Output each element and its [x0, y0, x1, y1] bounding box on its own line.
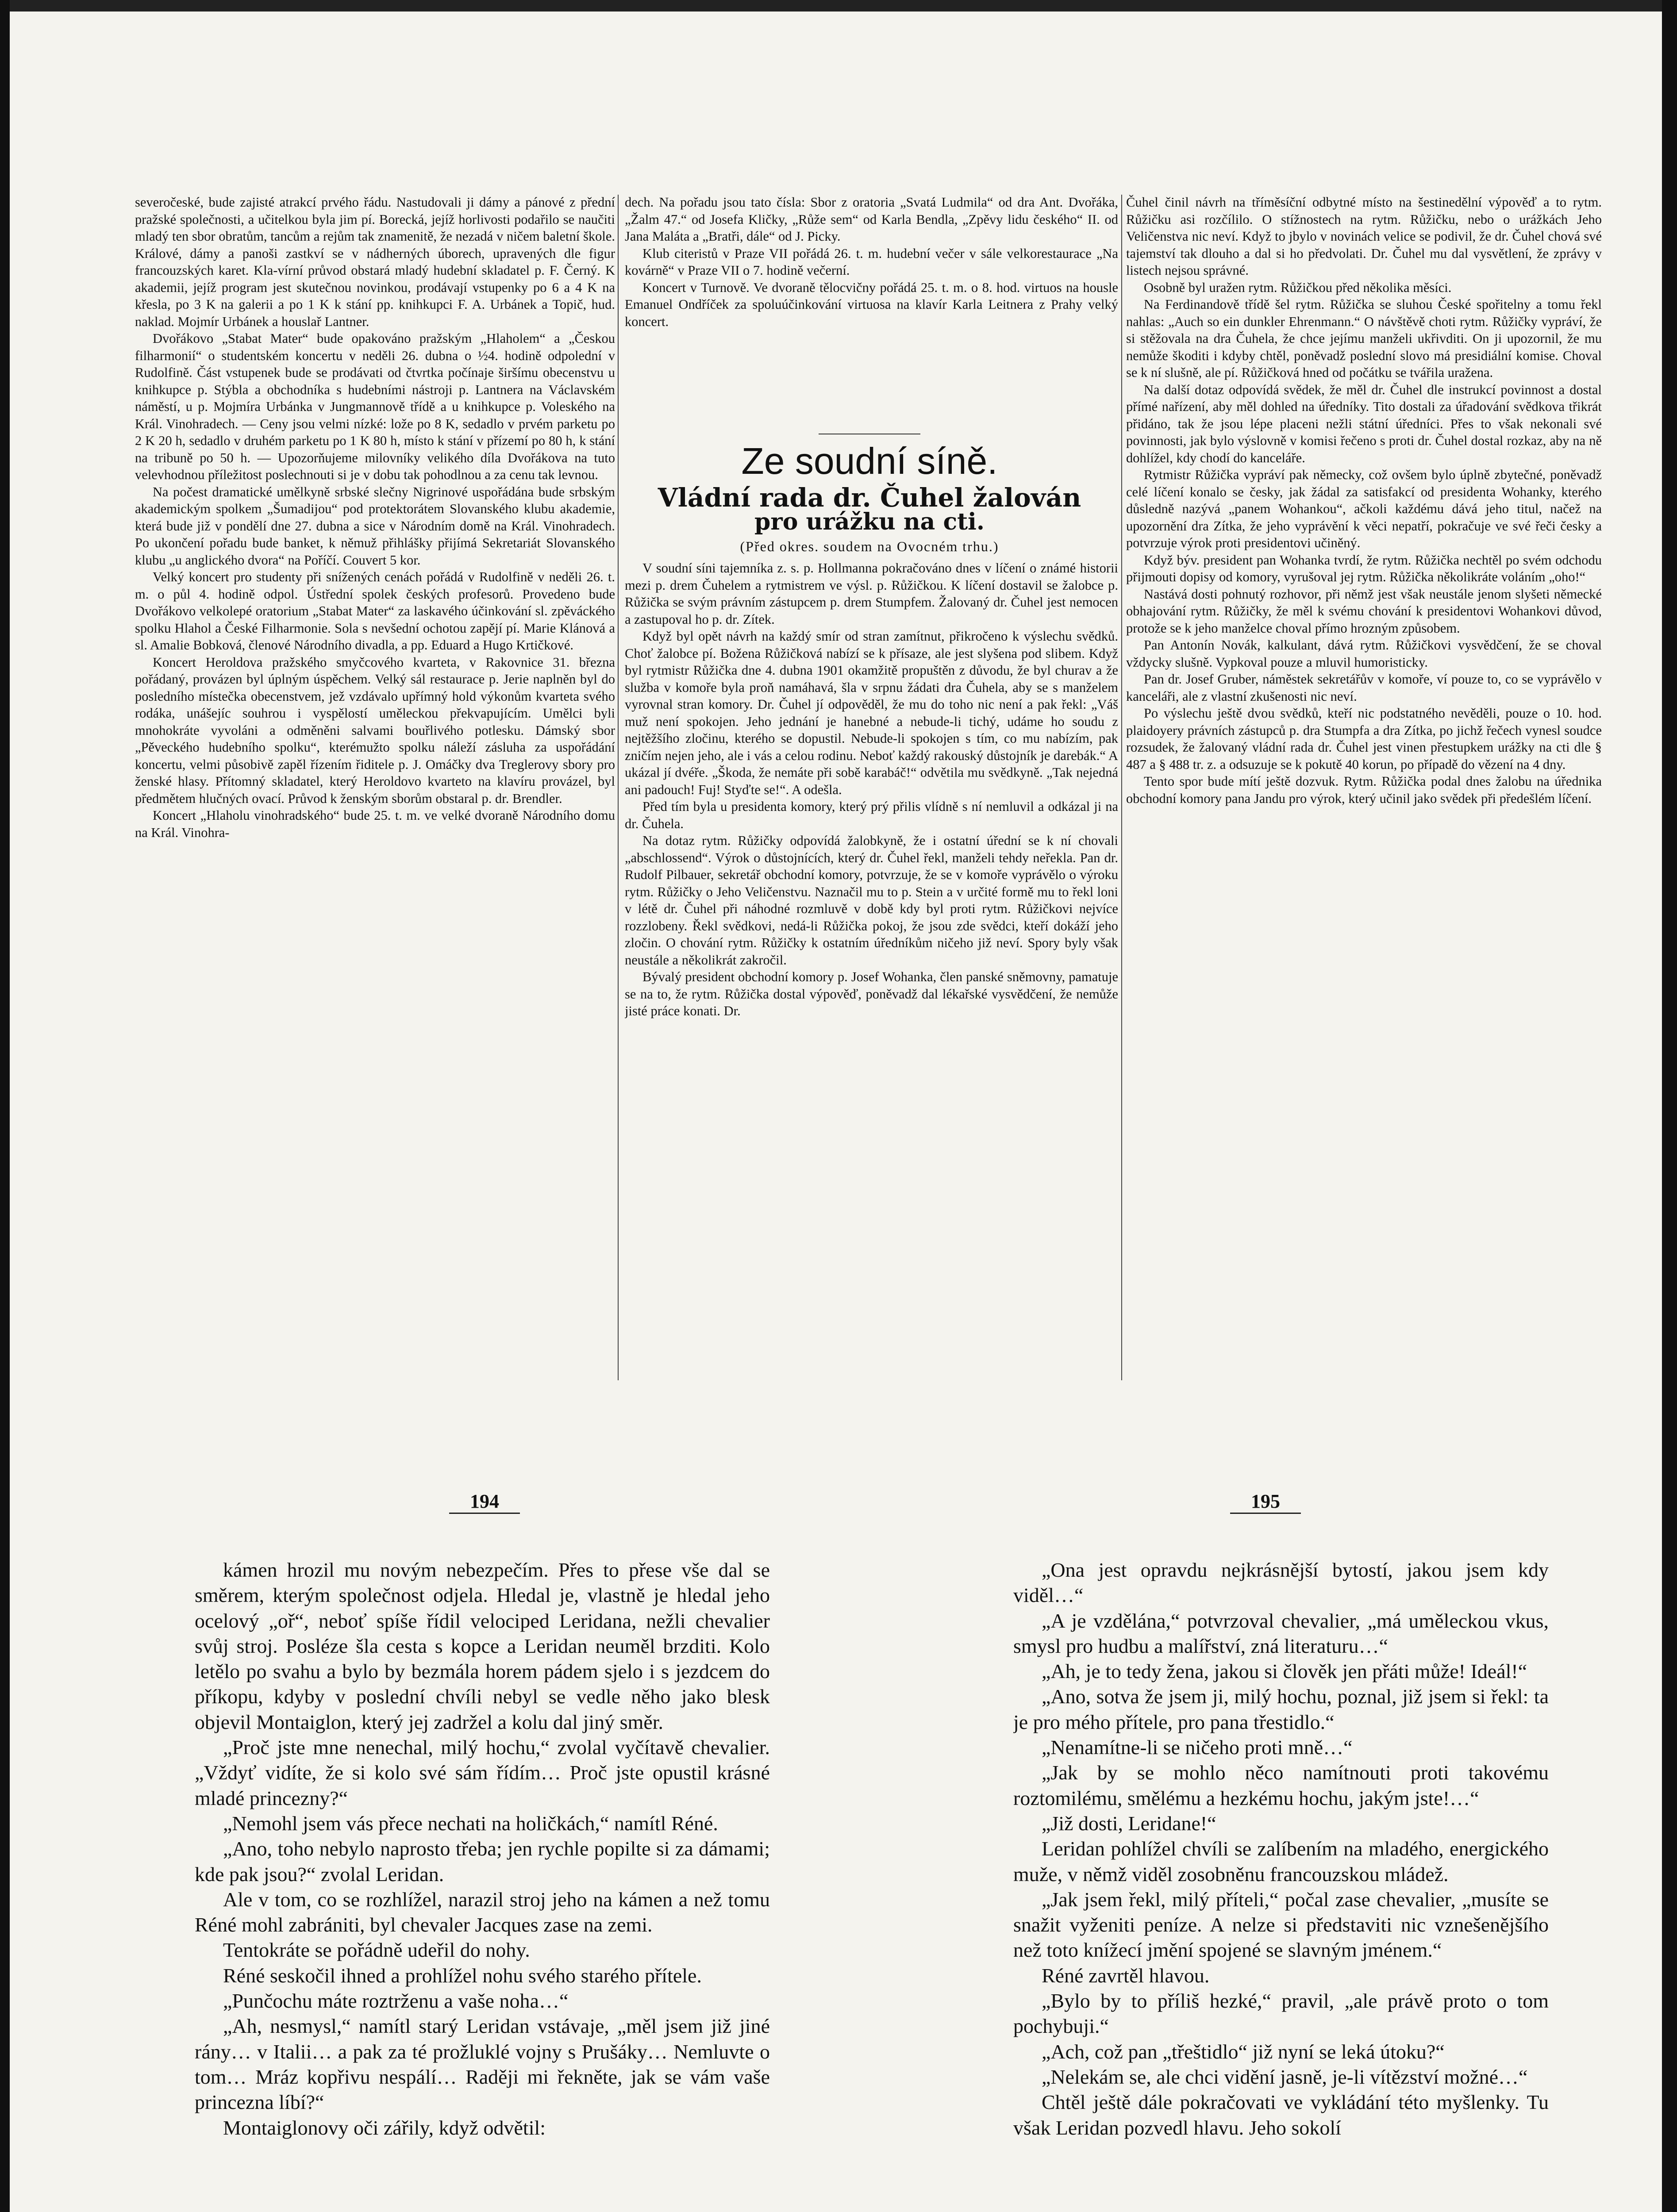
section-headline: Ze soudní síně.: [741, 440, 998, 482]
novel-paragraph: „Ah, je to tedy žena, jakou si člověk jen přáti může! Ideál!“: [1042, 1660, 1527, 1683]
news-paragraph: Na počest dramatické umělkyně srbské slečny Nigrinové uspořádána bude srbským akademickým spolkem „Šumadijou“ pod protektorátem Slovanského klubu akademie, která bude již v pondělí dne 27. dubna a sice v Národním domě na Král. Vinohradech. Po ukončení pořadu bude banket, k němuž přihlášky přijímá Sekretariát Slovanského klubu „u anglického dvora“ na Poříčí. Couvert 5 kor.: [135, 484, 615, 568]
court-paragraph: Když býv. president pan Wohanka tvrdí, že rytm. Růžička nechtěl po svém odchodu přijmouti dopisy od komory, vyrušoval jej rytm. Růžička několikráte voláním „oho!“: [1126, 552, 1602, 584]
novel-paragraph: Chtěl ještě dále pokračovati ve vykládání této myšlenky. Tu však Leridan pozvedl hlavu. Jeho sokolí: [1013, 2091, 1549, 2139]
novel-page-left: [195, 1557, 770, 2212]
article-subheadline: pro urážku na cti.: [754, 508, 985, 535]
court-paragraph: Po výslechu ještě dvou svědků, kteří nic podstatného nevěděli, pouze o 10. hod. plaidoyery právních zástupců p. dra Stumpfa a dra Zítka, po jichž řečech vynesl soudce rozsudek, že žalovaný vládní rada dr. Čuhel jest vinen přestupkem urážky na cti dle § 487 a § 488 tr. z. a odsuzuje se k pokutě 40 korun, po případě do vězení na 4 dny.: [1126, 706, 1602, 772]
novel-paragraph: „Ach, což pan „třeštidlo“ již nyní se leká útoku?“: [1042, 2040, 1445, 2063]
scan-border-right: [1662, 0, 1677, 2212]
court-paragraph: Před tím byla u presidenta komory, který prý přilis vlídně s ní nemluvil a odkázal ji na dr. Čuhela.: [625, 799, 1118, 831]
newspaper-column-2-court: [625, 560, 1118, 1382]
novel-paragraph: Réné seskočil ihned a prohlížel nohu svého starého přítele.: [223, 1964, 702, 1987]
novel-paragraph: „Již dosti, Leridane!“: [1042, 1812, 1216, 1835]
court-paragraph: Pan dr. Josef Gruber, náměstek sekretářův v komoře, ví pouze to, co se vyprávělo v kanceláři, ale z vlastní zkušenosti nic neví.: [1126, 672, 1602, 704]
novel-paragraph: „A je vzdělána,“ potvrzoval chevalier, „má uměleckou vkus, smysl pro hudbu a malířství, zná literaturu…“: [1013, 1609, 1549, 1657]
novel-paragraph: Réné zavrtěl hlavou.: [1042, 1964, 1210, 1987]
column-separator: [1121, 195, 1122, 1380]
novel-paragraph: Leridan pohlížel chvíli se zalíbením na mladého, energického muže, v němž viděl zosobněnu francouzskou mládež.: [1013, 1837, 1549, 1886]
novel-paragraph: „Nenamítne-li se ničeho proti mně…“: [1042, 1736, 1353, 1759]
scan-border-top: [0, 0, 1677, 12]
news-paragraph: dech. Na pořadu jsou tato čísla: Sbor z oratoria „Svatá Ludmila“ od dra Ant. Dvořáka, „Žalm 47.“ od Josefa Kličky, „Růže sem“ od Karla Bendla, „Zpěvy lidu českého“ II. od Jana Maláta a „Bratři, dále“ od J. Picky.: [625, 195, 1118, 244]
novel-paragraph: „Punčochu máte roztrženu a vaše noha…“: [223, 1989, 569, 2012]
court-paragraph: Rytmistr Růžička vypráví pak německy, což ovšem bylo úplně zbytečné, poněvadž celé líčení konalo se česky, jak žádal za satisfakcí od presidenta Wohanky, kterého důsledně nazývá „panem Wohankou“, ačkoli každému dává jeho titul, načež na upozornění dra Zítka, že jeho vyprávění k věci nepatří, pokračuje ve své řeči česky a potvrzuje výrok proti presidentovi učiněný.: [1126, 467, 1602, 550]
news-paragraph: Koncert v Turnově. Ve dvoraně tělocvičny pořádá 25. t. m. o 8. hod. virtuos na housle Emanuel Ondříček za spoluúčinkování virtuosa na klavír Karla Leitnera z Prahy velký koncert.: [625, 280, 1118, 329]
column-separator: [618, 195, 619, 1380]
novel-paragraph: „Nelekám se, ale chci vidění jasně, je-li vítězství možné…“: [1042, 2065, 1528, 2088]
court-paragraph: Pan Antonín Novák, kalkulant, dává rytm. Růžičkovi vysvědčení, že se choval vždycky slušně. Vypkoval pouze a mluvil humoristicky.: [1126, 637, 1602, 670]
news-paragraph: Koncert „Hlaholu vinohradského“ bude 25. t. m. ve velké dvoraně Národního domu na Král. Vinohra-: [135, 808, 615, 840]
page-number-left-text: 194: [449, 1490, 520, 1514]
court-paragraph: Na dotaz rytm. Růžičky odpovídá žalobkyně, že i ostatní úřední se k ní chovali „abschlossend“. Výrok o důstojnících, který dr. Čuhel řekl, manželi tehdy neřekla. Pan dr. Rudolf Pilbauer, sekretář obchodní komory, potvrzuje, že se v komoře vyprávělo o výroku rytm. Růžičky o Jeho Veličenstvu. Naznačil mu to p. Stein a v určité formě mu to řekl loni v létě dr. Čuhel při náhodné rozmluvě v době kdy byl proti rytm. Růžičkovi nejvíce rozzlobeny. Řekl svědkovi, nedá-li Růžička pokoj, že jsou zde svědci, kteří dokáží jeho zločin. O chování rytm. Růžičky k ostatním úředníkům ničeho již neví. Spory byly však neustále a několikrát zakročil.: [625, 833, 1118, 968]
novel-paragraph: „Bylo by to příliš hezké,“ pravil, „ale právě proto o tom pochybuji.“: [1013, 1989, 1549, 2038]
page-number-right-text: 195: [1230, 1490, 1301, 1514]
novel-page-right: [1013, 1557, 1549, 2212]
novel-paragraph: Ale v tom, co se rozhlížel, narazil stroj jeho na kámen a než tomu Réné mohl zabrániti, byl chevaler Jacques zase na zemi.: [195, 1888, 770, 1936]
court-paragraph: Na další dotaz odpovídá svědek, že měl dr. Čuhel dle instrukcí povinnost a dostal přímé nařízení, aby měl dohled na úředníky. Tito dostali za úřadování svědkova třikrát přidáno, tak že jsou lépe placeni nežli státní úředníci. Přes to však nekonali své povinnosti, jak bylo výslovně v komisi řečeno s proti dr. Čuhel dostal rozkaz, aby na ně dohlížel, kdy chodí do kanceláře.: [1126, 382, 1602, 465]
article-headline: Vládní rada dr. Čuhel žalován: [658, 483, 1081, 513]
novel-paragraph: „Ano, sotva že jsem ji, milý hochu, poznal, již jsem si řekl: ta je pro mého přítele, pro pana třestidlo.“: [1013, 1685, 1549, 1733]
news-paragraph: severočeské, bude zajisté atrakcí prvého řádu. Nastudovali ji dámy a pánové z přední pražské společnosti, a učitelkou byla jim pí. Borecká, jejíž horlivosti podařilo se naučiti mladý ten sbor obratům, tancům a rejům tak znamenitě, že nezadá v ničem baletní škole. Králové, dámy a panoši zastkví se v nádherných úborech, upravených dle figur francouzských karet. Kla-vírní průvod obstará mladý hudební skladatel p. F. Černý. K akademii, jejíž program jest skutečnou novinkou, prodávají vstupenky po 6 a 4 K na křesla, po 3 K na galerii a po 1 K k stání pp. knihkupci F. A. Urbánek a Topič, hud. naklad. Mojmír Urbánek a houslař Lantner.: [135, 195, 615, 329]
novel-paragraph: „Jak by se mohlo něco namítnouti proti takovému roztomilému, smělému a hezkému hochu, jakým jste!…“: [1013, 1761, 1549, 1809]
novel-paragraph: „Ah, nesmysl,“ namítl starý Leridan vstávaje, „měl jsem již jiné rány… v Italii… a pak za té prožluklé vojny s Prušáky… Nemluvte o tom… Mráz kopřivu nespálí… Raději mi řekněte, jak se vám vaše princezna líbí?“: [195, 2015, 770, 2114]
scan-border-left: [0, 0, 10, 2212]
news-paragraph: Klub citeristů v Praze VII pořádá 26. t. m. hudební večer v sále velkorestaurace „Na kovárně“ v Praze VII o 7. hodině večerní.: [625, 246, 1118, 278]
novel-paragraph: Tentokráte se pořádně udeřil do nohy.: [223, 1939, 530, 1962]
court-paragraph: Tento spor bude mítí ještě dozvuk. Rytm. Růžička podal dnes žalobu na úřednika obchodní komory pana Jandu pro výrok, který učinil jako svědek při předešlém líčení.: [1126, 774, 1602, 806]
page-number-left: [449, 1490, 520, 1514]
court-paragraph: Čuhel činil návrh na tříměsíční odbytné místo na šestinedělní výpověď a to rytm. Růžičku asi rozčílilo. O stížnostech na rytm. Růžičku, nebo o urážkách Jeho Veličenstva nic neví. Když to jbylo v novinách velice se podivil, že dr. Čuhel chová své tajemství tak dlouho a dal si ho předvolati. Dr. Čuhel mu dal vysvětlení, že zprávy v listech nejsou správné.: [1126, 195, 1602, 278]
novel-paragraph: „Jak jsem řekl, milý příteli,“ počal zase chevalier, „musíte se snažit vyženiti peníze. A nelze si představiti nic vznešenějšího než toto knížecí jmění spojené se slavným jménem.“: [1013, 1888, 1549, 1962]
newspaper-column-2-top: [625, 194, 1118, 428]
court-paragraph: Bývalý president obchodní komory p. Josef Wohanka, člen panské sněmovny, pamatuje se na to, že rytm. Růžička dostal výpověď, poněvadž dal lékařské vysvědčení, že nemůže jisté práce konati. Dr.: [625, 969, 1118, 1018]
news-paragraph: Koncert Heroldova pražského smyčcového kvarteta, v Rakovnice 31. března pořádaný, provázen byl úplným úspěchem. Velký sál restaurace p. Jerie naplněn byl do posledního místečka obecenstvem, jež vzdávalo upřímný hold výkonům kvarteta svého rodáka, unášejíc souhrou i vyspělostí uměleckou překvapujícím. Umělci byli mnohokráte vyvoláni a odměněni salvami bouřlivého potlesku. Dámský sbor „Pěveckého hudebního spolku“, kterémužto spolku náleží zásluha za uspořádání koncertu, velmi působivě zapěl řízením řiditele p. J. Omáčky dva Treglerovy sbory pro ženské hlasy. Přítomný skladatel, který Heroldovo kvarteto na klavíru provázel, byl předmětem hlučných ovací. Průvod k ženským sborům obstaral p. dr. Brendler.: [135, 654, 615, 806]
court-paragraph: Na Ferdinandově třídě šel rytm. Růžička se sluhou České spořitelny a tomu řekl nahlas: „Auch so ein dunkler Ehrenmann.“ O návštěvě choti rytm. Růžičky vypráví, že si stěžovala na dra Čuhela, že chce jejímu manželi ukřivditi. On ji upozornil, že mu nemůže škoditi i kdyby chtěl, poněvadž poslední slovo má presidiální komise. Choval se k ní slušně, ale pí. Růžičková hned od počátku se tvářila uražena.: [1126, 297, 1602, 380]
news-paragraph: Dvořákovo „Stabat Mater“ bude opakováno pražským „Hlaholem“ a „Českou filharmonií“ o studentském koncertu v neděli 26. dubna o ½4. hodině odpolední v Rudolfině. Část vstupenek bude se prodávati od čtvrtka počínaje širšímu obecenstvu u knihkupce p. Stýbla a obchodníka s hudebními nástroji p. Lantnera na Václavském náměstí, u p. Mojmíra Urbánka v Jungmannově třídě a u knihkupce p. Voleského na Král. Vinohradech. — Ceny jsou velmi nízké: lože po 8 K, sedadlo v prvém parketu po 2 K 20 h, sedadlo v druhém parketu po 1 K 80 h, místo k stání v přízemí po 80 h, k stání na tribuně po 50 h. — Upozorňujeme milovníky velikého díla Dvořákova na tuto velevhodnou příležitost poslechnouti si je v dobu tak pohodlnou a za cenu tak levnou.: [135, 331, 615, 482]
court-paragraph: Nastává dosti pohnutý rozhovor, při němž jest však neustále jenom slyšeti německé obhajování rytm. Růžičky, že měl k svému chování k presidentovi Wohankovi důvod, protože se k jeho manželce choval přímo hrozným způsobem.: [1126, 586, 1602, 636]
court-paragraph: Osobně byl uražen rytm. Růžičkou před několika měsíci.: [1144, 280, 1452, 295]
court-paragraph: V soudní síni tajemníka z. s. p. Hollmanna pokračováno dnes v líčení o známé historii mezi p. drem Čuhelem a rytmistrem ve výsl. p. Růžičkou. K líčení dostavil se žalobce p. Růžička se svým právním zástupcem p. drem Stumpfem. Žalovaný dr. Čuhel jest nemocen a zastupoval ho p. dr. Zítek.: [625, 561, 1118, 627]
court-note: (Před okres. soudem na Ovocném trhu.): [740, 538, 999, 554]
page-number-right: [1230, 1490, 1301, 1514]
newspaper-column-1: [135, 194, 615, 1382]
novel-paragraph: „Nemohl jsem vás přece nechati na holičkách,“ namítl Réné.: [223, 1812, 718, 1835]
newspaper-column-3: [1126, 194, 1602, 1382]
novel-paragraph: Montaiglonovy oči zářily, když odvětil:: [223, 2116, 546, 2139]
novel-paragraph: „Proč jste mne nenechal, milý hochu,“ zvolal vyčítavě chevalier. „Vždyť vidíte, že si kolo své sám řídím… Proč jste opustil krásné mladé princezny?“: [195, 1736, 770, 1809]
novel-paragraph: kámen hrozil mu novým nebezpečím. Přes to přese vše dal se směrem, kterým společnost odjela. Hledal je, vlastně je hledal jeho ocelový „oř“, neboť spíše řídil velociped Leridana, nežli chevalier svůj stroj. Posléze šla cesta s kopce a Leridan neuměl brzditi. Kolo letělo po svahu a bylo by bezmála horem pádem sjelo i s jezdcem do příkopu, kdyby v poslední chvíli nebyl se vedle něho jako blesk objevil Montaiglon, který jej zadržel a kolu dal jiný směr.: [195, 1559, 770, 1733]
news-paragraph: Velký koncert pro studenty při snížených cenách pořádá v Rudolfině v neděli 26. t. m. o půl 4. hodině odpol. Ústřední spolek českých profesorů. Provedeno bude Dvořákovo velkolepé oratorium „Stabat Mater“ za laskavého účinkování sl. zpěváckého spolku Hlahol a České Filharmonie. Sola s nevšední ochotou zapějí pí. Marie Klánová a sl. Amalie Bobková, členové Národního divadla, a pp. Eduard a Hugo Krtičkové.: [135, 569, 615, 653]
novel-paragraph: „Ano, toho nebylo naprosto třeba; jen rychle popilte si za dámami; kde pak jsou?“ zvolal Leridan.: [195, 1837, 770, 1886]
court-paragraph: Když byl opět návrh na každý smír od stran zamítnut, přikročeno k výslechu svědků. Choť žalobce pí. Božena Růžičková nabízí se k přísaze, ale jest slyšena pod slibem. Když byl rytmistr Růžička dne 4. dubna 1901 okamžitě propuštěn z důvodu, že byl churav a že služba v komoře byla proň namáhavá, šla v srpnu žádati dra Čuhela, aby se s manželem vyrovnal stran komory. Dr. Čuhel jí odpověděl, že mu do toho nic není a pak řekl: „Váš muž není spokojen. Jeho jednání je hanebné a nebude-li tichý, udáme ho soudu z nejtěžšího zločinu, kterého se dopustil. Nebude-li spokojen s tím, co mu nabízím, pak zničím nejen jeho, ale i vás a celou rodinu. Neboť každý rakouský důstojník je darebák.“ A ukázal jí dvéře. „Škoda, že nemáte při sobě karabáč!“ odvětila mu svědkyně. „Tak nejedná ani padouch! Fuj! Styďte se!“. A odešla.: [625, 629, 1118, 797]
novel-paragraph: „Ona jest opravdu nejkrásnější bytostí, jakou jsem kdy viděl…“: [1013, 1559, 1549, 1607]
